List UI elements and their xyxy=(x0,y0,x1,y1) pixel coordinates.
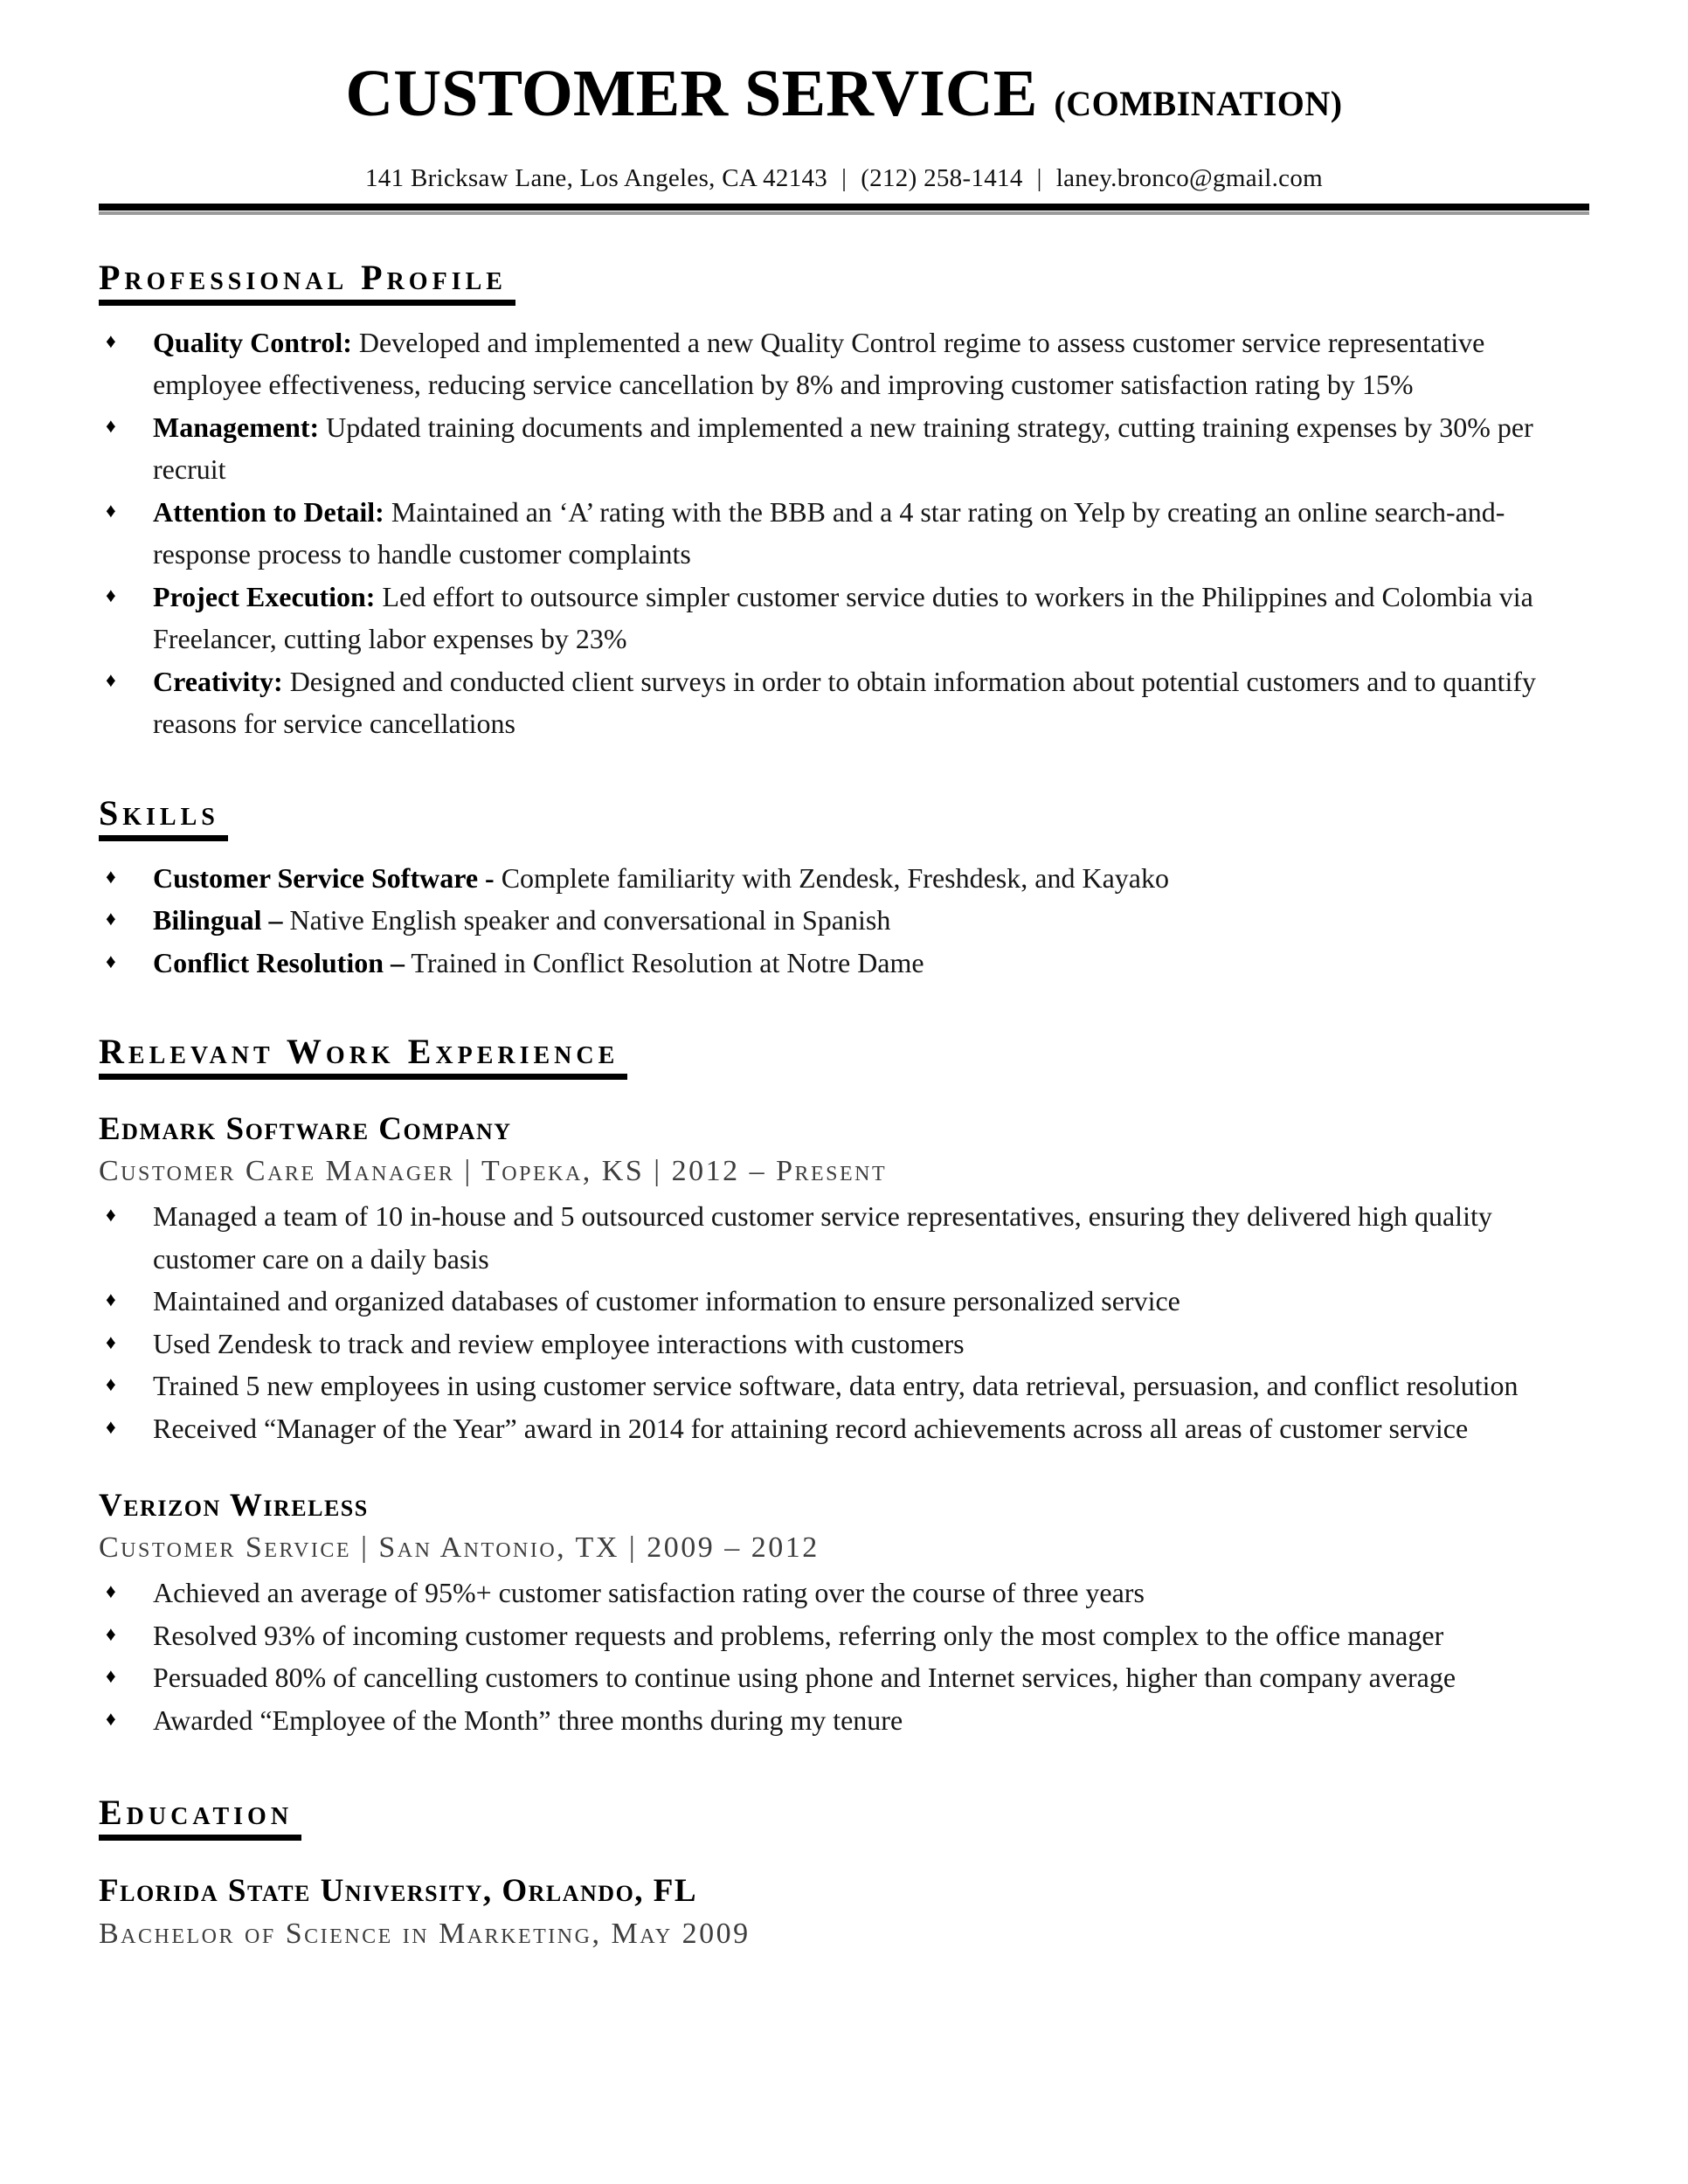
section-skills xyxy=(99,794,1589,985)
bullet-text: Developed and implemented a new Quality Control regime to assess customer service representative employee effectiveness, reducing service cancellation by 8% and improving customer satisfaction rating by 15% xyxy=(153,326,1485,401)
diamond-bullet-icon: ♦ xyxy=(106,329,116,352)
bullet-item xyxy=(99,1407,1589,1450)
diamond-bullet-icon: ♦ xyxy=(106,1373,116,1396)
bullet-lead: Bilingual – xyxy=(153,904,283,936)
bullet-lead: Customer Service Software - xyxy=(153,861,495,894)
diamond-bullet-icon: ♦ xyxy=(106,414,116,437)
bullet-item xyxy=(99,899,1589,942)
bullet-lead: Attention to Detail: xyxy=(153,495,384,528)
company-name: Edmark Software Company xyxy=(99,1111,512,1148)
bullet-item xyxy=(99,660,1589,745)
school-name: Florida State University, Orlando, FL xyxy=(99,1873,698,1910)
degree-line: Bachelor of Science in Marketing, May 2009 xyxy=(99,1918,751,1951)
section-professional-profile xyxy=(99,259,1589,745)
contact-email: laney.bronco@gmail.com xyxy=(1055,163,1323,192)
diamond-bullet-icon: ♦ xyxy=(106,1707,116,1730)
pipe-separator: | xyxy=(1036,163,1042,192)
bullet-text: Maintained and organized databases of customer information to ensure personalized service xyxy=(153,1285,1180,1317)
diamond-bullet-icon: ♦ xyxy=(106,865,116,888)
job-entry-edmark xyxy=(99,1109,1589,1449)
section-heading-work-experience: Relevant Work Experience xyxy=(99,1033,1589,1080)
bullet-item xyxy=(99,1323,1589,1365)
title-main: CUSTOMER SERVICE xyxy=(345,57,1038,130)
header-rule-thick xyxy=(99,204,1589,211)
header-rule xyxy=(99,204,1589,215)
bullet-text: Managed a team of 10 in-house and 5 outsourced customer service representatives, ensuring they delivered high quality customer care on a daily basis xyxy=(153,1200,1492,1275)
bullet-text: Received “Manager of the Year” award in 2014 for attaining record achievements across all areas of customer service xyxy=(153,1412,1469,1444)
job-meta: Customer Care Manager | Topeka, KS | 2012 – Present xyxy=(99,1155,888,1188)
bullet-text: Complete familiarity with Zendesk, Freshdesk, and Kayako xyxy=(501,861,1169,894)
bullet-text: Used Zendesk to track and review employee interactions with customers xyxy=(153,1327,965,1359)
diamond-bullet-icon: ♦ xyxy=(106,584,116,606)
section-heading-skills: Skills xyxy=(99,794,1589,841)
bullet-lead: Conflict Resolution – xyxy=(153,946,405,978)
bullet-item xyxy=(99,942,1589,985)
profile-bullet-list xyxy=(99,321,1589,745)
bullet-item xyxy=(99,1572,1589,1614)
bullet-lead: Quality Control: xyxy=(153,326,352,358)
pipe-separator: | xyxy=(841,163,847,192)
resume-header xyxy=(99,59,1589,215)
diamond-bullet-icon: ♦ xyxy=(106,668,116,691)
diamond-bullet-icon: ♦ xyxy=(106,1415,116,1438)
job-bullet-list xyxy=(99,1572,1589,1741)
section-heading-education: Education xyxy=(99,1794,1589,1841)
job-meta: Customer Service | San Antonio, TX | 2009 – 2012 xyxy=(99,1531,820,1565)
bullet-text: Designed and conducted client surveys in order to obtain information about potential customers and to quantify reasons for service cancellations xyxy=(153,665,1536,740)
skills-bullet-list xyxy=(99,857,1589,985)
bullet-item xyxy=(99,576,1589,660)
bullet-text: Resolved 93% of incoming customer requests and problems, referring only the most complex to the office manager xyxy=(153,1619,1444,1651)
header-rule-thin xyxy=(99,211,1589,215)
bullet-item xyxy=(99,1365,1589,1407)
bullet-item xyxy=(99,1280,1589,1323)
bullet-text: Persuaded 80% of cancelling customers to continue using phone and Internet services, higher than company average xyxy=(153,1662,1456,1694)
bullet-text: Trained 5 new employees in using customer service software, data entry, data retrieval, persuasion, and conflict resolution xyxy=(153,1370,1519,1402)
diamond-bullet-icon: ♦ xyxy=(106,1204,116,1227)
diamond-bullet-icon: ♦ xyxy=(106,1330,116,1353)
bullet-item xyxy=(99,1614,1589,1657)
title-sub: (COMBINATION) xyxy=(1054,84,1343,123)
diamond-bullet-icon: ♦ xyxy=(106,1622,116,1645)
bullet-lead: Project Execution: xyxy=(153,580,376,612)
bullet-item xyxy=(99,491,1589,576)
section-education xyxy=(99,1794,1589,1956)
bullet-text: Led effort to outsource simpler customer service duties to workers in the Philippines and Colombia via Freelancer, cutting labor expenses by 23% xyxy=(153,580,1533,655)
bullet-text: Maintained an ‘A’ rating with the BBB and a 4 star rating on Yelp by creating an online search-and-response process to handle customer complaints xyxy=(153,495,1505,570)
diamond-bullet-icon: ♦ xyxy=(106,499,116,522)
company-name: Verizon Wireless xyxy=(99,1488,369,1524)
bullet-text: Trained in Conflict Resolution at Notre Dame xyxy=(411,946,924,978)
bullet-item xyxy=(99,1656,1589,1699)
bullet-item xyxy=(99,406,1589,491)
bullet-text: Native English speaker and conversational in Spanish xyxy=(289,904,891,936)
section-work-experience xyxy=(99,1033,1589,1741)
diamond-bullet-icon: ♦ xyxy=(106,908,116,930)
section-heading-professional-profile: Professional Profile xyxy=(99,259,1589,306)
bullet-item xyxy=(99,1195,1589,1280)
contact-line xyxy=(99,164,1589,193)
bullet-item xyxy=(99,1699,1589,1742)
bullet-item xyxy=(99,857,1589,900)
bullet-lead: Creativity: xyxy=(153,665,283,697)
bullet-text: Awarded “Employee of the Month” three months during my tenure xyxy=(153,1704,903,1736)
bullet-text: Updated training documents and implemented a new training strategy, cutting training expenses by 30% per recruit xyxy=(153,411,1533,486)
bullet-text: Achieved an average of 95%+ customer satisfaction rating over the course of three years xyxy=(153,1577,1145,1609)
diamond-bullet-icon: ♦ xyxy=(106,1289,116,1311)
contact-address: 141 Bricksaw Lane, Los Angeles, CA 42143 xyxy=(365,163,828,192)
job-entry-verizon xyxy=(99,1486,1589,1741)
job-bullet-list xyxy=(99,1195,1589,1449)
diamond-bullet-icon: ♦ xyxy=(106,1665,116,1688)
bullet-item xyxy=(99,321,1589,406)
diamond-bullet-icon: ♦ xyxy=(106,1580,116,1603)
contact-phone: (212) 258-1414 xyxy=(861,163,1023,192)
diamond-bullet-icon: ♦ xyxy=(106,950,116,972)
page-title xyxy=(99,59,1589,129)
bullet-lead: Management: xyxy=(153,411,320,443)
